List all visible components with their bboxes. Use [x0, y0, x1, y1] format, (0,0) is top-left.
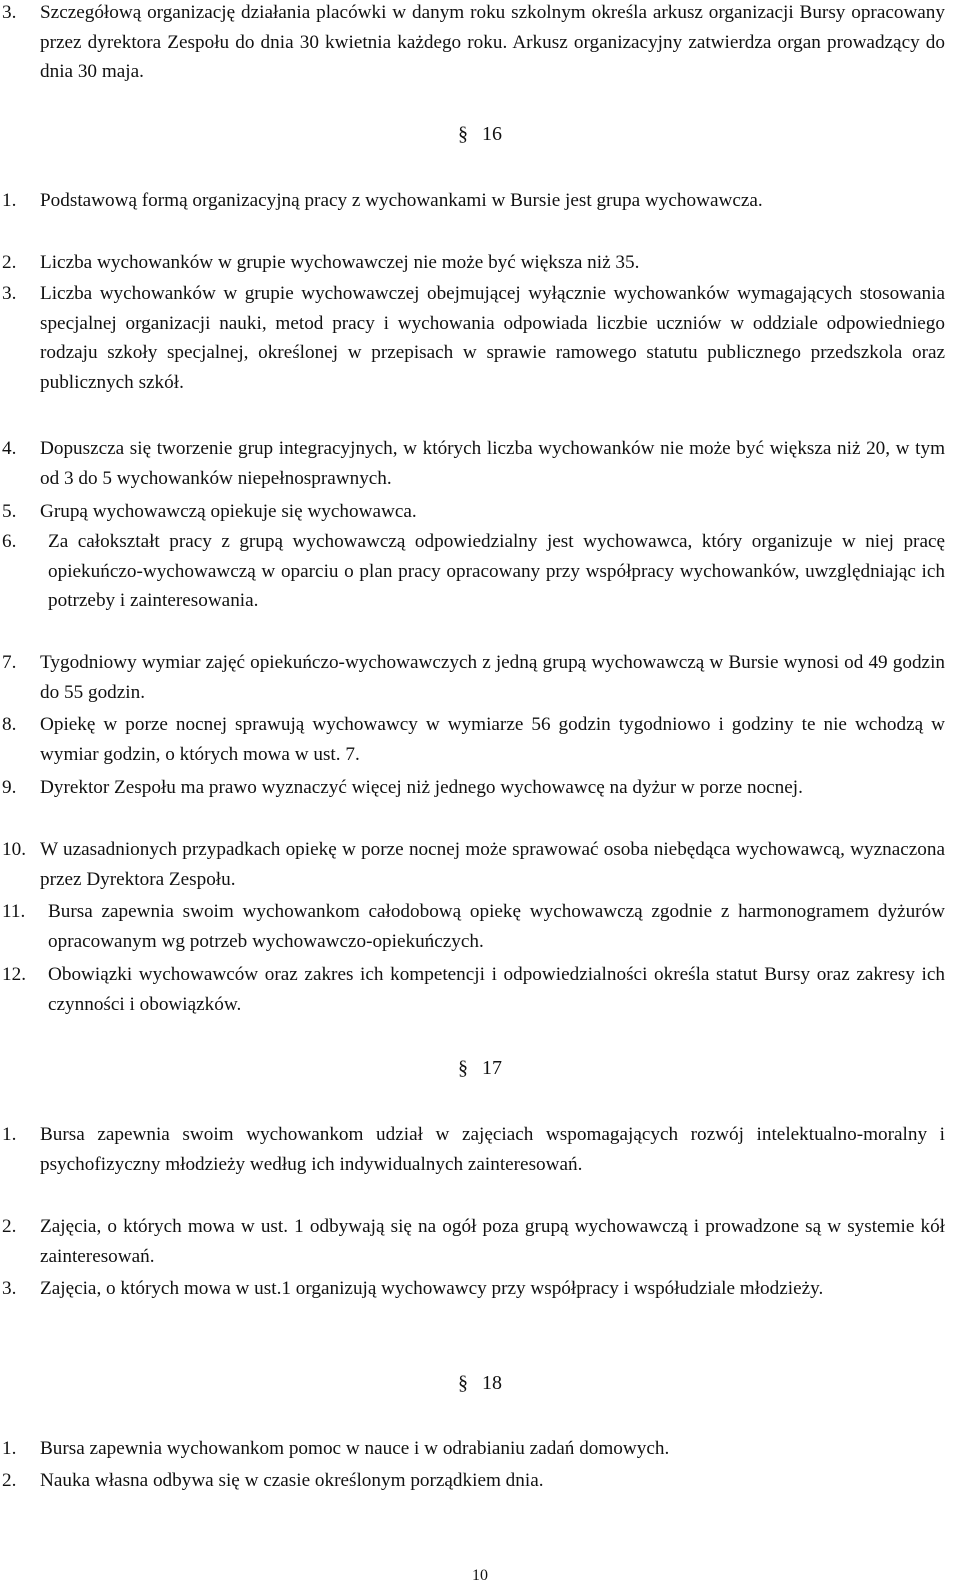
item-number: 2. — [2, 1216, 17, 1237]
item-number: 4. — [2, 438, 17, 459]
item-number: 7. — [2, 652, 17, 673]
item-text: W uzasadnionych przypadkach opiekę w porze nocnej może sprawować osoba niebędąca wychowawcą, wyznaczona przez Dyrektora Zespołu. — [40, 839, 945, 890]
item-text: Liczba wychowanków w grupie wychowawczej obejmującej wyłącznie wychowanków wymagających stosowania specjalnej organizacji nauki, metod pracy i wychowania odpowiada liczbie uczniów w oddziale odpowiedniego rodzaju szkoły specjalnej, określonej w przepisach w sprawie ramowego statutu publicznego przedszkola oraz publicznych szkół. — [40, 283, 945, 393]
page-number: 10 — [472, 1567, 488, 1584]
section-symbol: § — [458, 1057, 468, 1079]
item-text: Liczba wychowanków w grupie wychowawczej nie może być większa niż 35. — [40, 252, 640, 273]
paragraph-item — [0, 897, 945, 956]
item-number: 10. — [2, 839, 26, 860]
item-text: Bursa zapewnia wychowankom pomoc w nauce i w odrabianiu zadań domowych. — [40, 1438, 670, 1459]
item-number: 3. — [2, 2, 17, 23]
item-text: Grupą wychowawczą opiekuje się wychowawca. — [40, 501, 417, 522]
paragraph-item — [0, 279, 945, 397]
item-text: Zajęcia, o których mowa w ust.1 organizują wychowawcy przy współpracy i współudziale młodzieży. — [40, 1278, 824, 1299]
item-number: 11. — [2, 901, 26, 922]
paragraph-item — [0, 1120, 945, 1179]
section-heading-16 — [0, 119, 960, 149]
item-number: 12. — [2, 964, 26, 985]
item-number: 8. — [2, 714, 17, 735]
item-number: 3. — [2, 283, 17, 304]
section-number: 16 — [482, 123, 502, 145]
section-heading-17 — [0, 1053, 960, 1083]
section-number: 18 — [482, 1372, 502, 1394]
paragraph-item — [0, 434, 945, 493]
section-symbol: § — [458, 123, 468, 145]
section-symbol: § — [458, 1372, 468, 1394]
item-text: Tygodniowy wymiar zajęć opiekuńczo-wychowawczych z jedną grupą wychowawczą w Bursie wynosi od 49 godzin do 55 godzin. — [40, 652, 945, 703]
paragraph-item — [0, 648, 945, 707]
paragraph-item — [0, 0, 945, 87]
item-text: Dyrektor Zespołu ma prawo wyznaczyć więcej niż jednego wychowawcę na dyżur w porze nocnej. — [40, 777, 803, 798]
item-number: 1. — [2, 190, 17, 211]
item-number: 6. — [2, 531, 17, 552]
paragraph-item — [0, 527, 945, 616]
item-text: Opiekę w porze nocnej sprawują wychowawcy w wymiarze 56 godzin tygodniowo i godziny te nie wchodzą w wymiar godzin, o których mowa w ust. 7. — [40, 714, 945, 765]
paragraph-item — [0, 1434, 945, 1464]
paragraph-item — [0, 497, 945, 527]
paragraph-item — [0, 186, 945, 216]
item-number: 3. — [2, 1278, 17, 1299]
paragraph-item — [0, 835, 945, 894]
item-text: Dopuszcza się tworzenie grup integracyjnych, w których liczba wychowanków nie może być większa niż 20, w tym od 3 do 5 wychowanków niepełnosprawnych. — [40, 438, 945, 489]
item-number: 2. — [2, 1470, 17, 1491]
item-number: 9. — [2, 777, 17, 798]
item-number: 2. — [2, 252, 17, 273]
item-text: Nauka własna odbywa się w czasie określonym porządkiem dnia. — [40, 1470, 544, 1491]
item-text: Obowiązki wychowawców oraz zakres ich kompetencji i odpowiedzialności określa statut Bursy oraz zakresy ich czynności i obowiązków. — [48, 964, 945, 1015]
paragraph-item — [0, 1274, 945, 1304]
paragraph-item — [0, 1212, 945, 1271]
item-text: Zajęcia, o których mowa w ust. 1 odbywają się na ogół poza grupą wychowawczą i prowadzone są w systemie kół zainteresowań. — [40, 1216, 945, 1267]
paragraph-item — [0, 1466, 945, 1496]
item-text: Szczegółową organizację działania placówki w danym roku szkolnym określa arkusz organizacji Bursy opracowany przez dyrektora Zespołu do dnia 30 kwietnia każdego roku. Arkusz organizacyjny zatwierdza organ prowadzący do dnia 30 maja. — [40, 2, 945, 82]
item-number: 1. — [2, 1438, 17, 1459]
item-text: Za całokształt pracy z grupą wychowawczą odpowiedzialny jest wychowawca, który organizuje w niej pracę opiekuńczo-wychowawczą w oparciu o plan pracy opracowany przy współpracy wychowanków, uwzględniając ich potrzeby i zainteresowania. — [48, 531, 945, 611]
item-text: Bursa zapewnia swoim wychowankom udział w zajęciach wspomagających rozwój intelektualno-moralny i psychofizyczny młodzieży według ich indywidualnych zainteresowań. — [40, 1124, 945, 1175]
paragraph-item — [0, 960, 945, 1019]
paragraph-item — [0, 710, 945, 769]
section-number: 17 — [482, 1057, 502, 1079]
paragraph-item — [0, 773, 945, 803]
item-number: 1. — [2, 1124, 17, 1145]
item-number: 5. — [2, 501, 17, 522]
item-text: Podstawową formą organizacyjną pracy z wychowankami w Bursie jest grupa wychowawcza. — [40, 190, 763, 211]
section-heading-18 — [0, 1368, 960, 1398]
item-text: Bursa zapewnia swoim wychowankom całodobową opiekę wychowawczą zgodnie z harmonogramem dyżurów opracowanym wg potrzeb wychowawczo-opiekuńczych. — [48, 901, 945, 952]
paragraph-item — [0, 248, 945, 278]
